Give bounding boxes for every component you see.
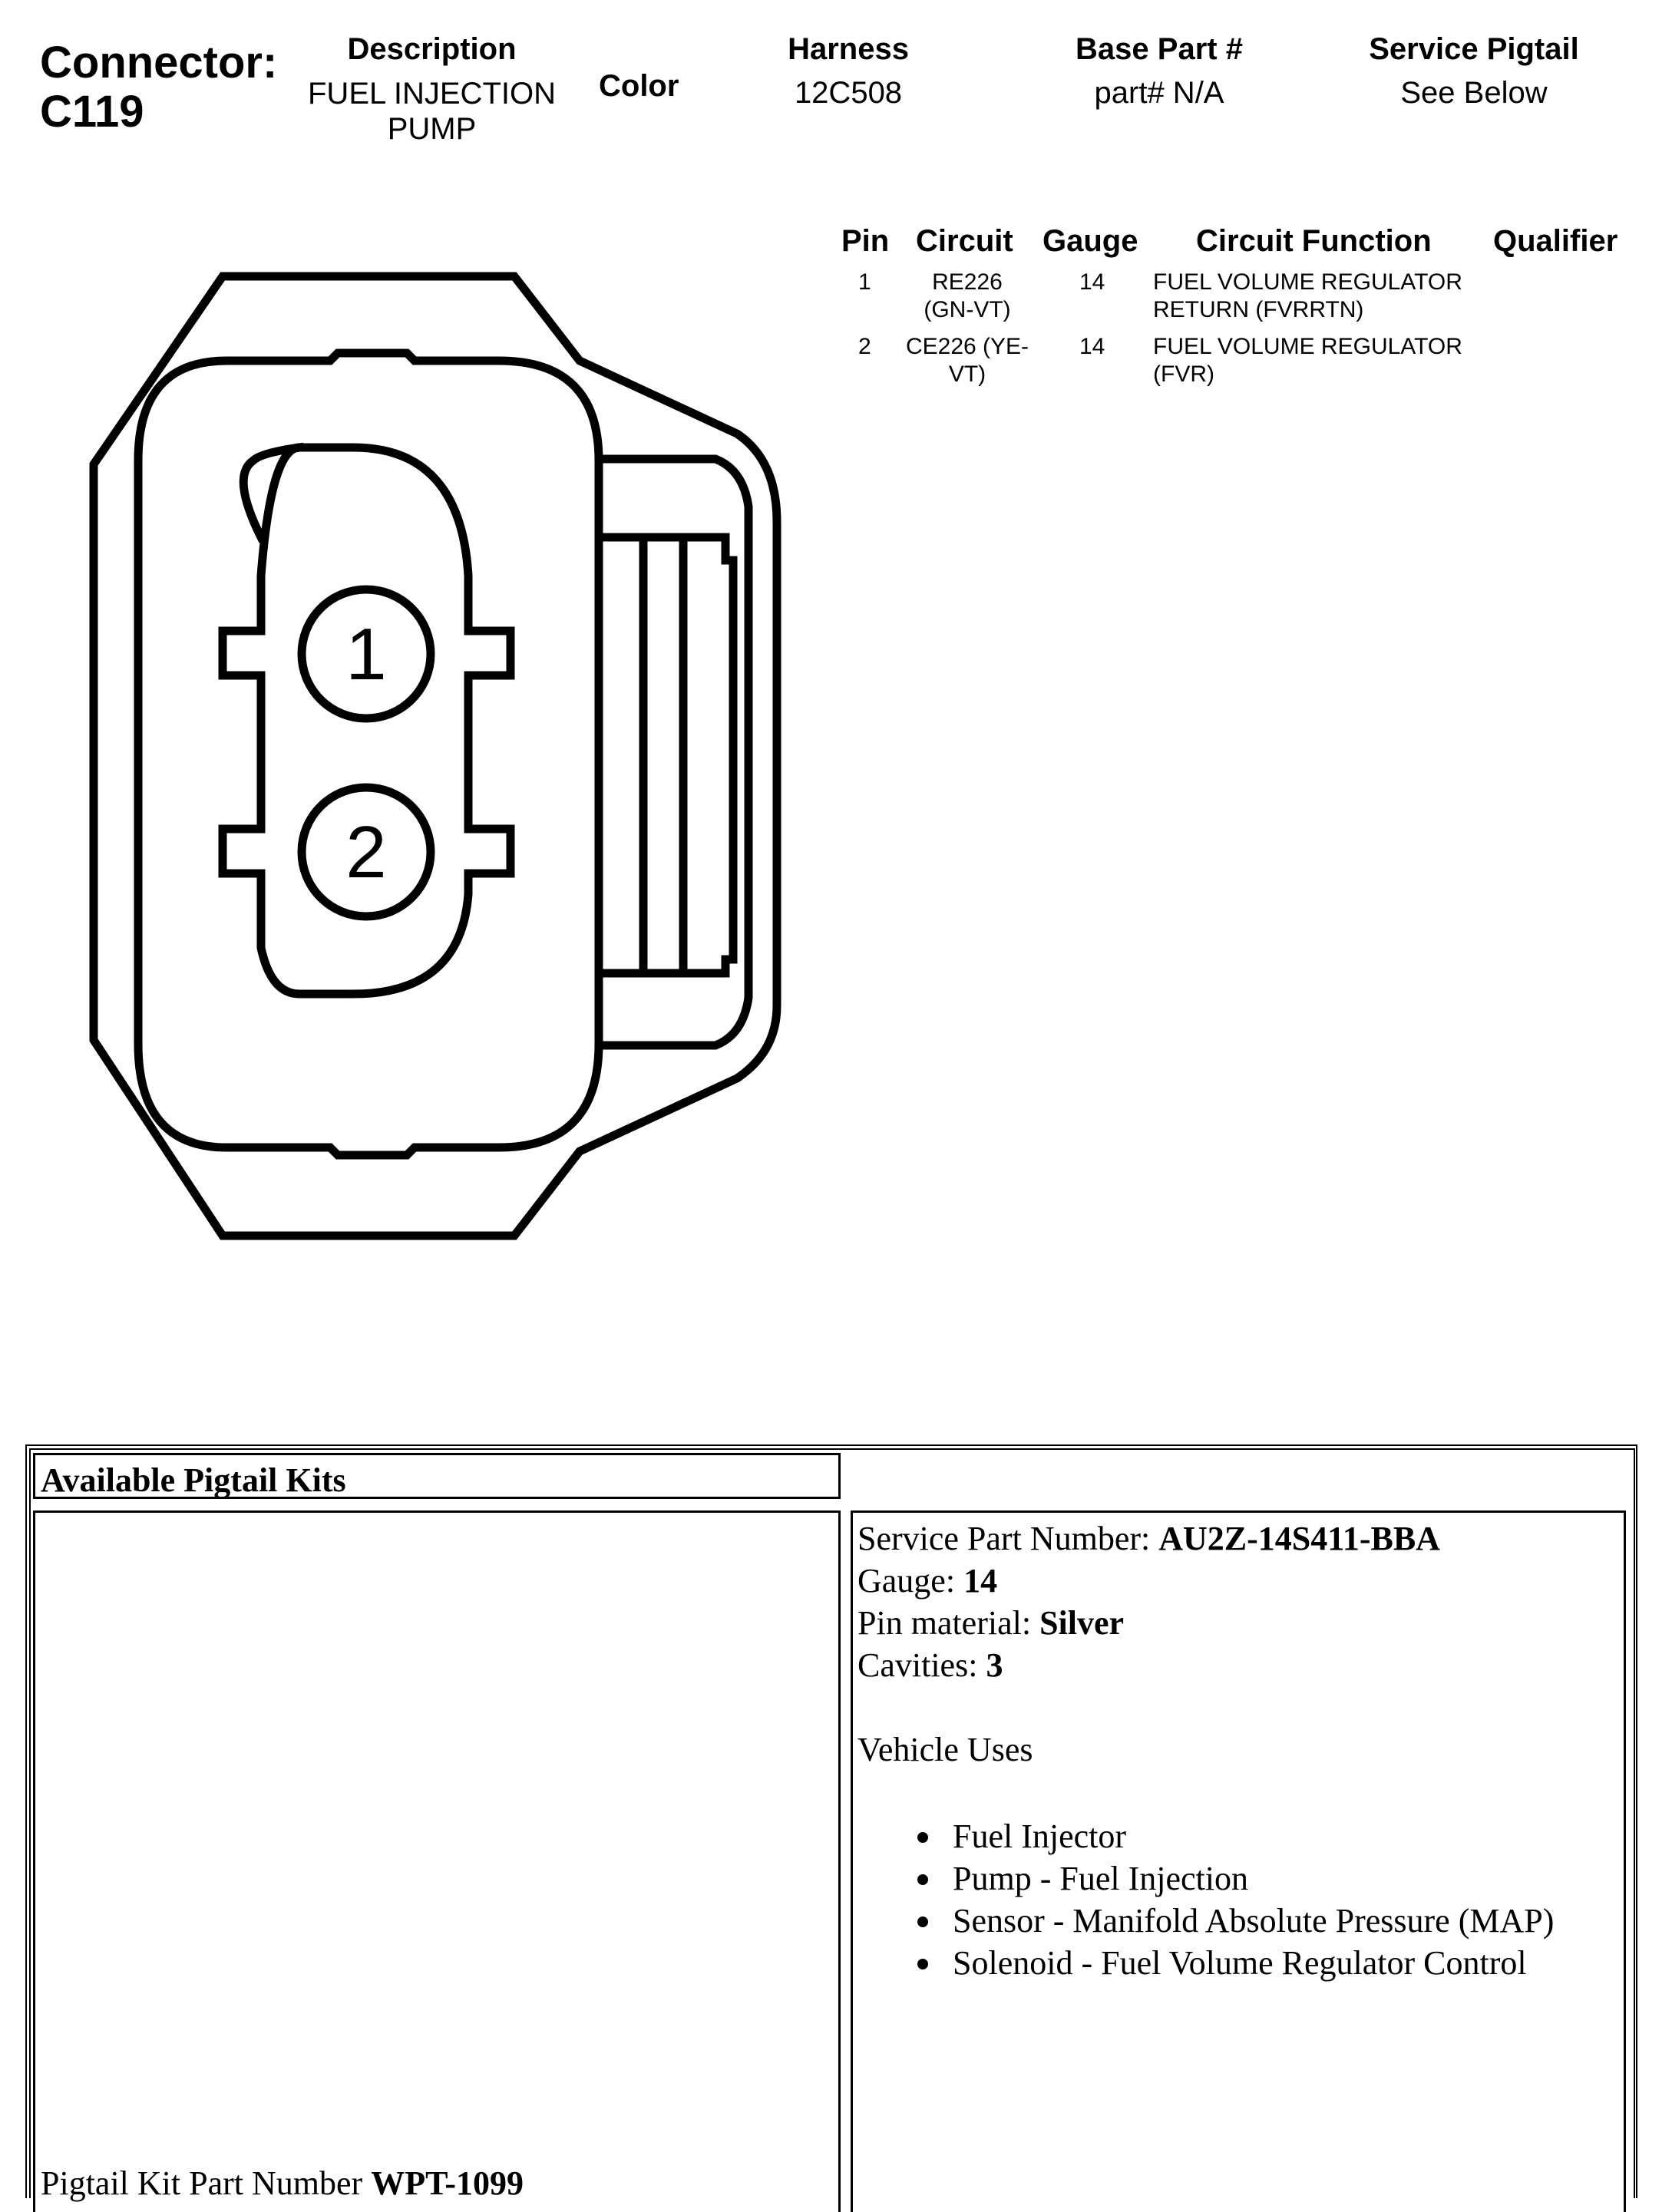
bullet-icon (917, 1917, 928, 1927)
base-part-value: part# N/A (1094, 76, 1224, 110)
function-line: FUEL VOLUME REGULATOR (1153, 269, 1462, 295)
vehicle-use-item (953, 1942, 1624, 1984)
description-line-2: PUMP (387, 112, 477, 146)
circuit-function-header: Circuit Function (1196, 224, 1432, 258)
circuit-cell (891, 269, 1044, 324)
pigtail-kits-title-cell (33, 1453, 841, 1499)
vehicle-use-text: Fuel Injector (953, 1817, 1127, 1855)
gauge-cell: 14 (1079, 269, 1105, 295)
connector-diagram (0, 0, 844, 1305)
description-line-1: FUEL INJECTION (308, 77, 556, 111)
pigtail-spec-content (853, 1513, 1624, 1984)
function-cell (1153, 269, 1462, 324)
pin-material-label: Pin material: (857, 1604, 1040, 1642)
base-part-label: Base Part # (1076, 32, 1243, 66)
vehicle-use-text: Sensor - Manifold Absolute Pressure (MAP) (953, 1902, 1555, 1940)
pin-number: 1 (858, 269, 871, 295)
gauge-spec-label: Gauge: (857, 1562, 964, 1600)
color-label: Color (599, 69, 679, 103)
pin-number: 2 (858, 334, 871, 359)
circuit-line: VT) (948, 362, 986, 387)
function-line: FUEL VOLUME REGULATOR (1153, 334, 1462, 359)
service-part-label: Service Part Number: (857, 1520, 1159, 1557)
vehicle-uses-label: Vehicle Uses (857, 1731, 1033, 1768)
service-part-number (857, 1517, 1624, 1560)
service-pigtail-column (1336, 32, 1612, 111)
pin-material-spec (857, 1602, 1624, 1644)
latch-window (600, 537, 733, 973)
circuit-cell (891, 333, 1044, 388)
pin-2-label: 2 (345, 811, 387, 893)
pigtail-spec-cell (851, 1510, 1626, 2212)
service-pigtail-label: Service Pigtail (1369, 32, 1579, 66)
function-cell (1153, 333, 1462, 388)
qualifier-header: Qualifier (1493, 224, 1618, 258)
function-line: (FVR) (1153, 362, 1214, 387)
pin-1-label: 1 (345, 613, 387, 695)
harness-value: 12C508 (794, 76, 903, 110)
housing-outline (94, 276, 777, 1236)
kit-part-label: Pigtail Kit Part Number (41, 2164, 372, 2202)
gauge-header: Gauge (1043, 224, 1138, 258)
bullet-icon (917, 1832, 928, 1843)
vehicle-use-text: Solenoid - Fuel Volume Regulator Control (953, 1944, 1527, 1982)
bullet-icon (917, 1874, 928, 1885)
circuit-line: CE226 (YE- (905, 334, 1029, 359)
vehicle-use-item (953, 1815, 1624, 1857)
bullet-icon (917, 1959, 928, 1969)
description-label: Description (347, 32, 517, 66)
circuit-header: Circuit (916, 224, 1013, 258)
connector-id: C119 (40, 87, 144, 137)
base-part-column (1029, 32, 1290, 111)
cavities-label: Cavities: (857, 1646, 986, 1684)
service-part-value: AU2Z-14S411-BBA (1158, 1520, 1440, 1557)
service-pigtail-value: See Below (1400, 76, 1548, 110)
cavities-value: 3 (986, 1646, 1003, 1684)
pigtail-kits-title: Available Pigtail Kits (41, 1461, 346, 1499)
vehicle-use-item (953, 1857, 1624, 1900)
shroud-outline (138, 353, 599, 1155)
gauge-cell: 14 (1079, 334, 1105, 359)
pigtail-image-cell (33, 1510, 841, 2212)
gauge-spec (857, 1560, 1624, 1602)
pin-material-value: Silver (1039, 1604, 1125, 1642)
vehicle-uses-list (953, 1815, 1624, 1984)
kit-part-value: WPT-1099 (371, 2164, 524, 2202)
circuit-line: RE226 (932, 269, 1003, 295)
vehicle-use-item (953, 1900, 1567, 1942)
function-line: RETURN (FVRRTN) (1153, 297, 1364, 322)
pigtail-kit-part-number (41, 2162, 524, 2204)
pin-header: Pin (841, 224, 890, 258)
vehicle-use-text: Pump - Fuel Injection (953, 1860, 1248, 1897)
connector-title-label: Connector: (40, 38, 278, 87)
cavities-spec (857, 1644, 1624, 1686)
gauge-spec-value: 14 (963, 1562, 998, 1600)
harness-label: Harness (788, 32, 909, 66)
circuit-line: (GN-VT) (924, 297, 1011, 322)
